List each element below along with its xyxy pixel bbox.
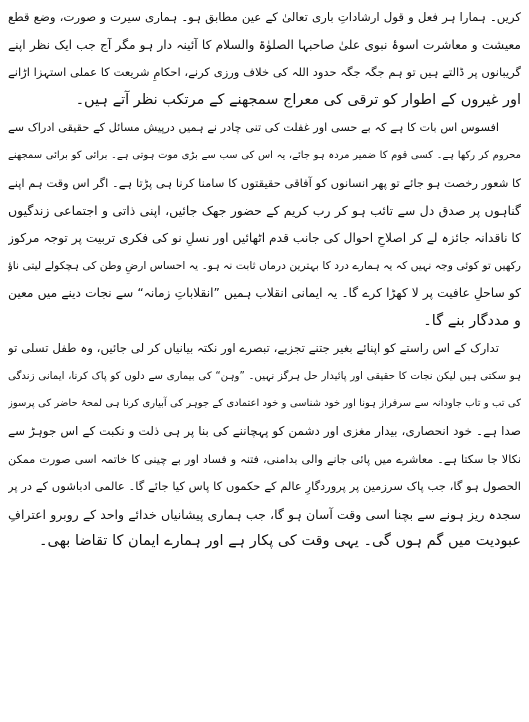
text-line: ہو سکتی ہیں لیکن نجات کا حقیقی اور پائیدار حل ہرگز نہیں۔ ”وہن“ کی بیماری سے دلوں کو پاک کرنا، ایمانی زندگی [8,369,521,382]
text-line: صدا ہے۔ خود انحصاری، بیدار مغزی اور دشمن کو پہچاننے کی بنا پر ہی ذلت و نکبت کے اس جوہڑ سے [8,423,521,438]
text-line: کی تب و تاب جاودانہ سے سرفراز ہونا اور خود شناسی و خود اعتمادی کے جوہر کی آبیاری کرنا ہی لمحۂ حاضر کی پرسوز [8,398,521,410]
paragraph-3 [8,335,521,556]
text-line: کا شعور رخصت ہو جائے تو پھر انسانوں کو آفاقی حقیقتوں کا سامنا کرنا ہی پڑتا ہے۔ اگر اس وقت ہم اپنے [8,175,521,190]
text-line: افسوس اس بات کا ہے کہ بے حسی اور غفلت کی تنی چادر نے ہمیں درپیش مسائل کے حقیقی ادراک سے [8,121,499,135]
text-line: اور غیروں کے اطوار کو ترقی کی معراج سمجھنے کے مرتکب نظر آتے ہیں۔ [75,91,521,108]
text-line: و مددگار بنے گا۔ [423,312,521,329]
text-line: گناہوں پر صدق دل سے تائب ہو کر رب کریم کے حضور جھک جائیں، اپنی ذاتی و اجتماعی زندگیوں [8,203,521,219]
text-line: کریں۔ ہمارا ہر فعل و قول ارشاداتِ باری تعالیٰ کے عین مطابق ہو۔ ہماری سیرت و صورت، وضع قطع [8,10,521,24]
text-line: رکھیں تو کوئی وجہ نہیں کہ یہ ہمارے درد کا بہترین درماں ثابت نہ ہو۔ یہ احساس ارضِ وطن کی ہچکولے لیتی ناؤ [8,259,521,273]
text-line: سجدہ ریز ہونے سے بچنا اسی وقت آسان ہو گا، جب ہماری پیشانیاں خدائے واحد کے روبرو اعترافِ [8,506,521,522]
text-line: معیشت و معاشرت اسوۂ نبوی علیٰ صاحبہا الصلوٰۃ والسلام کا آئینہ دار ہو مگر آج جب ایک نظر اپنے [8,37,521,52]
text-line: تدارک کے اس راستے کو اپنائے بغیر جتنے تجزیے، تبصرے اور نکتہ بیانیاں کر لی جائیں، وہ طفل تسلی تو [8,341,499,356]
text-line: عبودیت میں گم ہوں گی۔ یہی وقت کی پکار ہے اور ہمارے ایمان کا تقاضا بھی۔ [39,533,521,550]
text-line: کو ساحلِ عافیت پر لا کھڑا کرے گا۔ یہ ایمانی انقلاب ہمیں ”انقلاباتِ زمانہ“ سے نجات دینے میں معین [8,285,521,300]
text-line: محروم کر رکھا ہے۔ کسی قوم کا ضمیر مردہ ہو جائے، یہ اس کی سب سے بڑی موت ہوتی ہے۔ برائی کو برائی سمجھنے [8,149,521,161]
text-line: الحصول ہو گا، جب پاک سرزمین پر پروردگارِ عالم کے حکموں کا پاس کیا جائے گا۔ عالمی ادباشوں کے در پر [8,479,521,494]
text-line: گریبانوں پر ڈالتے ہیں تو ہم جگہ جگہ حدود اللہ کی خلاف ورزی کرنے، احکامِ شریعت کا عملی استہزا اڑانے [8,65,521,80]
text-line: کا ناقدانہ جائزہ لے کر اصلاحِ احوال کی جانب قدم اٹھائیں اور نسلِ نو کی فکری تربیت پر توجہ مرکوز [8,230,521,245]
paragraph-1 [8,4,521,114]
paragraph-2 [8,114,521,335]
text-line: نکالا جا سکتا ہے۔ معاشرے میں پائی جانے والی بدامنی، فتنہ و فساد اور بے چینی کا خاتمہ اسی صورت ممکن [8,452,521,466]
